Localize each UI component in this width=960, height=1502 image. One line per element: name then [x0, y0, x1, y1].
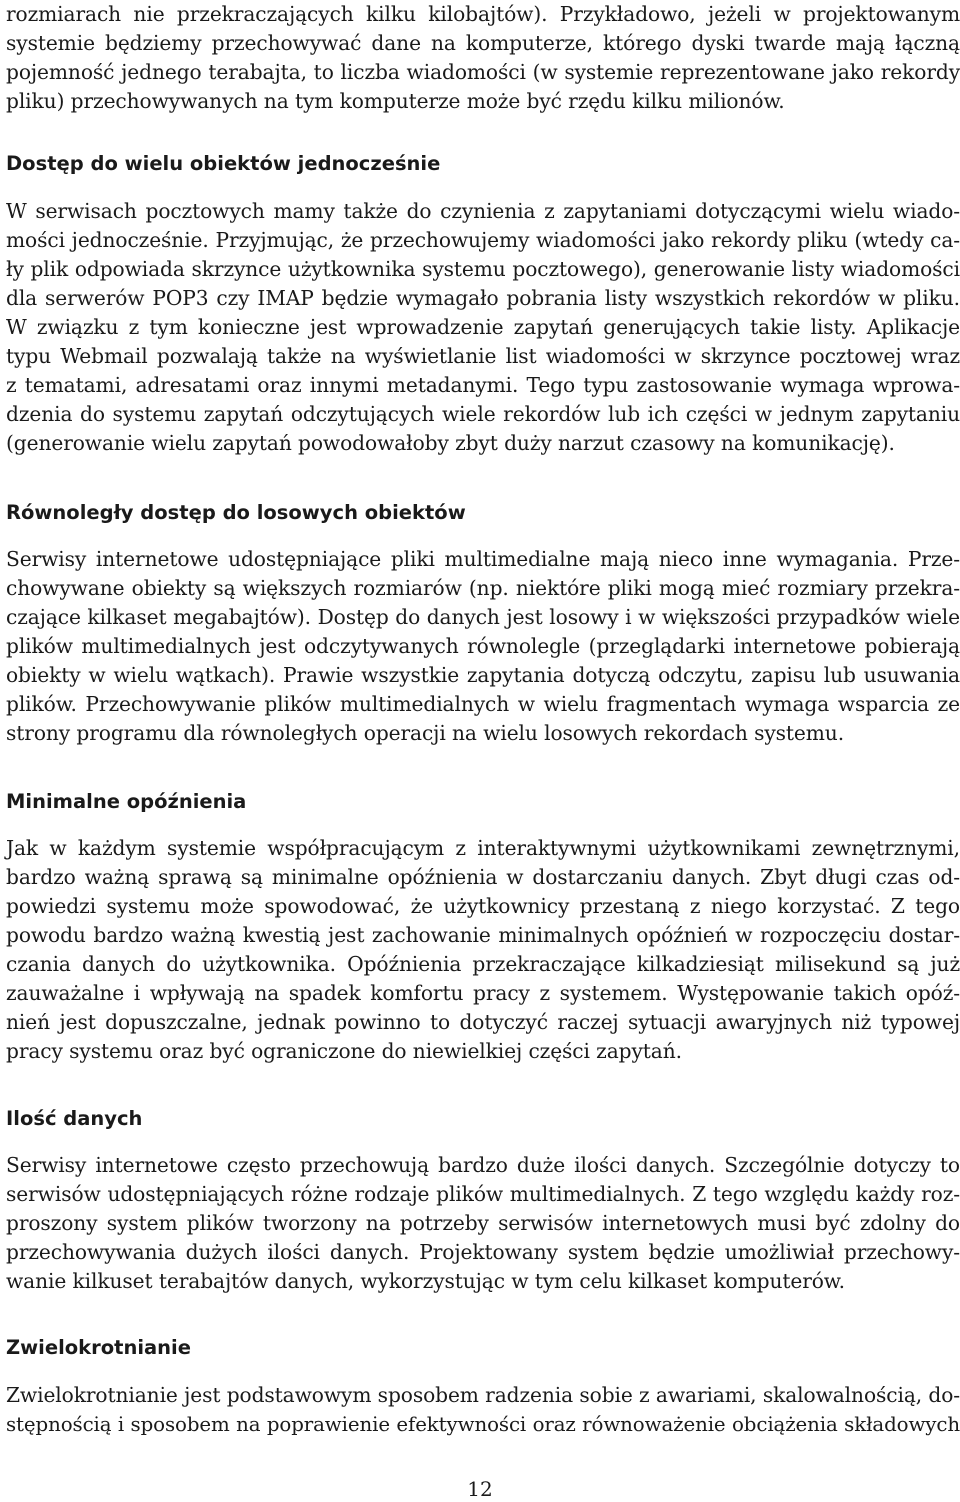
text-line: wanie kilkuset terabajtów danych, wykorzystując w tym celu kilkaset komputerów. [6, 1269, 845, 1293]
text-line: W serwisach pocztowych mamy także do czynienia z zapytaniami dotyczącymi wielu wiado- [6, 199, 960, 223]
text-line: Serwisy internetowe często przechowują bardzo duże ilości danych. Szczególnie dotyczy to [6, 1153, 960, 1177]
text-line: proszony system plików tworzony na potrzeby serwisów internetowych musi być zdolny do [6, 1211, 960, 1235]
text-line: mości jednocześnie. Przyjmując, że przechowujemy wiadomości jako rekordy pliku (wtedy ca- [6, 228, 960, 252]
text-line: chowywane obiekty są większych rozmiarów (np. niektóre pliki mogą mieć rozmiary przekra- [6, 576, 960, 600]
text-line: powodu bardzo ważną kwestią jest zachowanie minimalnych opóźnień w rozpoczęciu dostar- [6, 923, 960, 947]
text-line: przechowywania dużych ilości danych. Projektowany system będzie umożliwiał przechowy- [6, 1240, 960, 1264]
text-line: systemie będziemy przechowywać dane na komputerze, którego dyski twarde mają łączną [6, 31, 960, 55]
section-heading: Zwielokrotnianie [6, 1336, 191, 1359]
text-line: nień jest dopuszczalne, jednak powinno to dotyczyć raczej sytuacji awaryjnych niż typowej [6, 1010, 960, 1034]
text-line: ły plik odpowiada skrzynce użytkownika systemu pocztowego), generowanie listy wiadomości [6, 257, 960, 281]
text-line: serwisów udostępniających różne rodzaje plików multimedialnych. Z tego względu każdy roz- [6, 1182, 960, 1206]
section-heading: Ilość danych [6, 1107, 143, 1130]
text-line: czające kilkaset megabajtów). Dostęp do danych jest losowy i w większości przypadków wiele [6, 605, 960, 629]
page-number: 12 [467, 1477, 493, 1501]
text-line: zauważalne i wpływają na spadek komfortu pracy z systemem. Występowanie takich opóź- [6, 981, 960, 1005]
text-line: typu Webmail pozwalają także na wyświetlanie list wiadomości w skrzynce pocztowej wraz [6, 344, 960, 368]
text-line: pojemność jednego terabajta, to liczba wiadomości (w systemie reprezentowane jako rekordy [6, 60, 960, 84]
text-line: powiedzi systemu może spowodować, że użytkownicy przestaną z niego korzystać. Z tego [6, 894, 960, 918]
text-line: stępnością i sposobem na poprawienie efektywności oraz równoważenie obciążenia składowych [6, 1413, 960, 1436]
section-heading: Dostęp do wielu obiektów jednocześnie [6, 152, 441, 175]
text-line: dzenia do systemu zapytań odczytujących wiele rekordów lub ich części w jednym zapytaniu [6, 402, 960, 426]
text-line: Jak w każdym systemie współpracującym z interaktywnymi użytkownikami zewnętrznymi, [6, 836, 960, 860]
text-line: pracy systemu oraz być ograniczone do niewielkiej części zapytań. [6, 1039, 682, 1063]
text-line: plików. Przechowywanie plików multimedialnych w wielu fragmentach wymaga wsparcia ze [6, 692, 960, 716]
text-line: z tematami, adresatami oraz innymi metadanymi. Tego typu zastosowanie wymaga wprowa- [6, 373, 960, 397]
text-line: czania danych do użytkownika. Opóźnienia przekraczające kilkadziesiąt milisekund są już [6, 952, 960, 976]
text-line: W związku z tym konieczne jest wprowadzenie zapytań generujących takie listy. Aplikacje [6, 315, 960, 339]
text-line: rozmiarach nie przekraczających kilku kilobajtów). Przykładowo, jeżeli w projektowanym [6, 2, 960, 26]
section-heading: Minimalne opóźnienia [6, 790, 247, 813]
text-line: obiekty w wielu wątkach). Prawie wszystkie zapytania dotyczą odczytu, zapisu lub usuwania [6, 663, 960, 687]
text-line: Serwisy internetowe udostępniające pliki multimedialne mają nieco inne wymagania. Prze- [6, 547, 960, 571]
text-line: (generowanie wielu zapytań powodowałoby zbyt duży narzut czasowy na komunikację). [6, 431, 895, 455]
text-line: pliku) przechowywanych na tym komputerze może być rzędu kilku milionów. [6, 89, 785, 113]
text-line: dla serwerów POP3 czy IMAP będzie wymagało pobrania listy wszystkich rekordów w pliku. [6, 286, 960, 310]
text-line: plików multimedialnych jest odczytywanych równolegle (przeglądarki internetowe pobierają [6, 634, 960, 658]
text-line: bardzo ważną sprawą są minimalne opóźnienia w dostarczaniu danych. Zbyt długi czas od- [6, 865, 960, 889]
text-line: strony programu dla równoległych operacji na wielu losowych rekordach systemu. [6, 721, 845, 745]
section-heading: Równoległy dostęp do losowych obiektów [6, 501, 466, 524]
text-line: Zwielokrotnianie jest podstawowym sposobem radzenia sobie z awariami, skalowalnością, do- [6, 1383, 960, 1407]
